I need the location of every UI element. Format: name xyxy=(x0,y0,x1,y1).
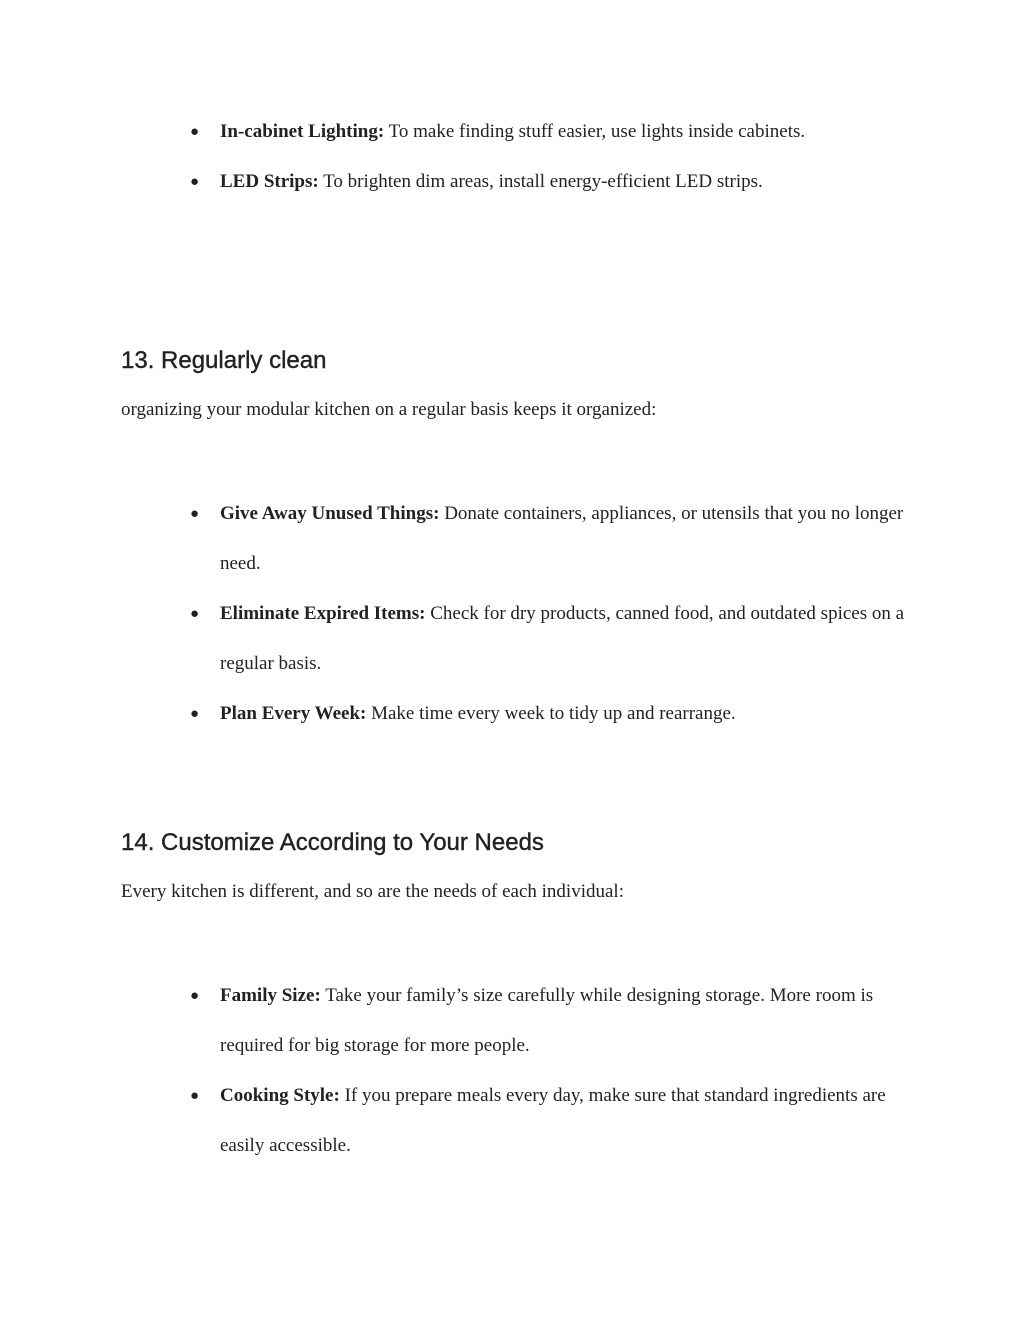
item-label: Give Away Unused Things: xyxy=(220,503,440,524)
lighting-list xyxy=(190,107,910,207)
item-text: Donate containers, appliances, or utensils that you no longer need. xyxy=(220,503,904,574)
item-text: To make finding stuff easier, use lights inside cabinets. xyxy=(388,121,806,142)
bullet-icon: ● xyxy=(190,988,200,1004)
list-item xyxy=(190,489,910,589)
bullet-icon: ● xyxy=(190,706,200,722)
item-label: In-cabinet Lighting: xyxy=(220,121,385,142)
bullet-icon: ● xyxy=(190,506,200,522)
section-intro: organizing your modular kitchen on a regular basis keeps it organized: xyxy=(121,399,657,420)
list-item xyxy=(190,157,910,207)
item-text: Make time every week to tidy up and rearrange. xyxy=(371,703,736,724)
list-item xyxy=(190,689,910,739)
bullet-icon: ● xyxy=(190,1088,200,1104)
item-label: Family Size: xyxy=(220,985,321,1006)
bullet-icon: ● xyxy=(190,174,200,190)
item-label: Cooking Style: xyxy=(220,1085,340,1106)
item-label: Plan Every Week: xyxy=(220,703,367,724)
bullet-icon: ● xyxy=(190,124,200,140)
item-label: LED Strips: xyxy=(220,171,319,192)
list-item xyxy=(190,107,910,157)
section-heading: 13. Regularly clean xyxy=(121,347,327,374)
item-text: To brighten dim areas, install energy-efficient LED strips. xyxy=(323,171,763,192)
customize-list xyxy=(190,971,910,1171)
list-item xyxy=(190,589,910,689)
list-item xyxy=(190,971,910,1071)
section-heading: 14. Customize According to Your Needs xyxy=(121,829,544,856)
cleaning-list xyxy=(190,489,910,739)
item-text: Take your family’s size carefully while designing storage. More room is required for big storage for more people. xyxy=(220,985,874,1056)
list-item xyxy=(190,1071,910,1171)
bullet-icon: ● xyxy=(190,606,200,622)
item-text: If you prepare meals every day, make sure that standard ingredients are easily accessible. xyxy=(220,1085,886,1156)
item-label: Eliminate Expired Items: xyxy=(220,603,426,624)
item-text: Check for dry products, canned food, and outdated spices on a regular basis. xyxy=(220,603,905,674)
section-intro: Every kitchen is different, and so are the needs of each individual: xyxy=(121,881,624,902)
